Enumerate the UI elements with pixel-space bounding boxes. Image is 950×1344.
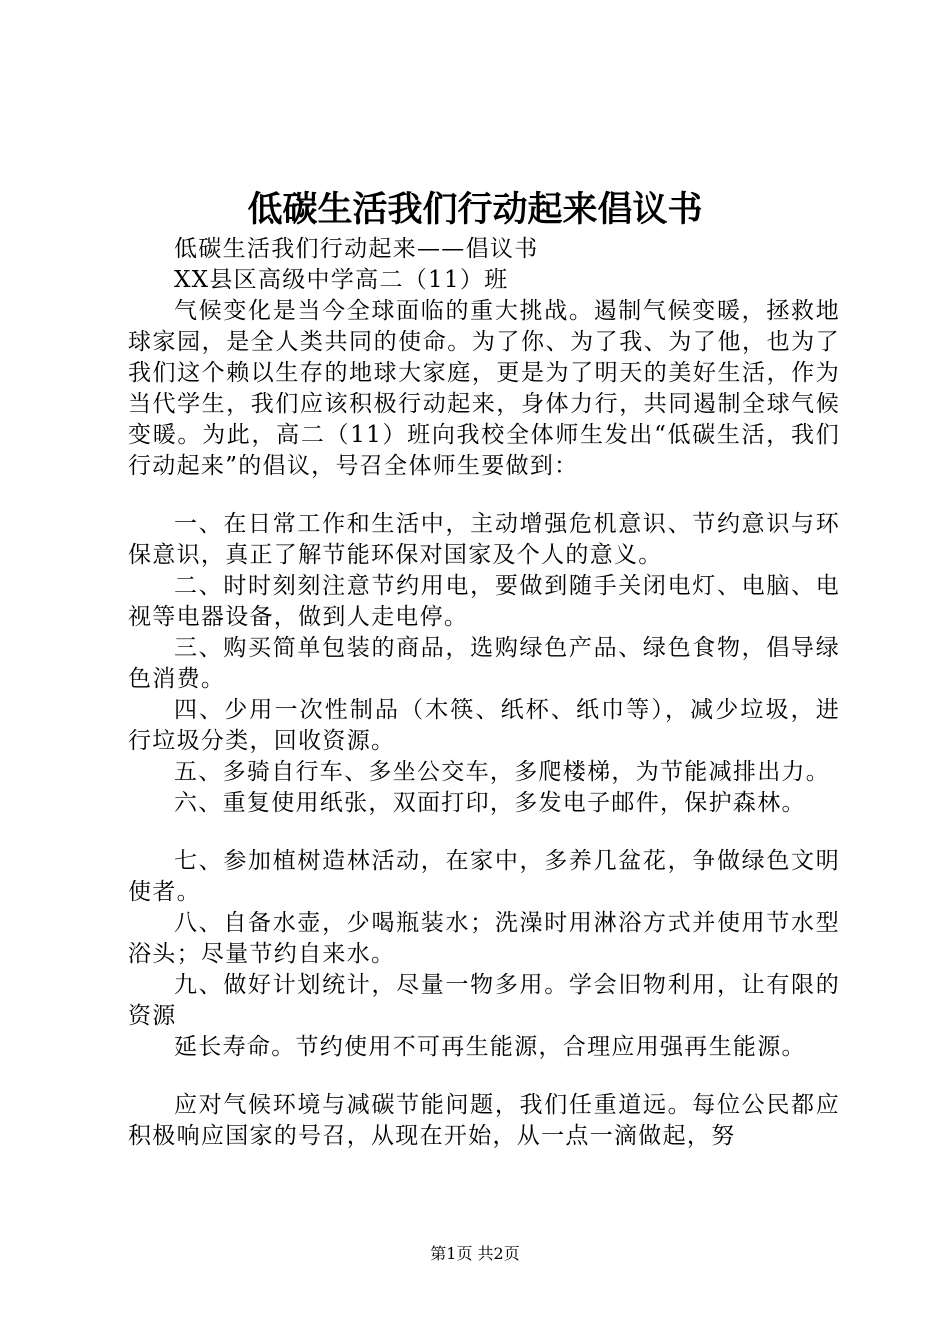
- proposal-item-5: 五、多骑自行车、多坐公交车，多爬楼梯，为节能减排出力。: [174, 759, 831, 785]
- proposal-item-4: 四、少用一次性制品（木筷、纸杯、纸巾等），减少垃圾，进行垃圾分类，回收资源。: [128, 697, 840, 754]
- proposal-item-9-continued: 延长寿命。节约使用不可再生能源，合理应用强再生能源。: [174, 1034, 806, 1060]
- proposal-item-9: 九、做好计划统计，尽量一物多用。学会旧物利用，让有限的资源: [128, 972, 840, 1029]
- proposal-item-1: 一、在日常工作和生活中，主动增强危机意识、节约意识与环保意识，真正了解节能环保对国家及个人的意义。: [128, 511, 840, 568]
- page-footer: 第1页 共2页: [430, 1244, 520, 1263]
- proposal-item-7: 七、参加植树造林活动，在家中，多养几盆花，争做绿色文明使者。: [128, 848, 840, 905]
- paragraph-gap: [128, 1063, 840, 1090]
- document-body: [128, 234, 840, 1152]
- proposal-item-2: 二、时时刻刻注意节约用电，要做到随手关闭电灯、电脑、电视等电器设备，做到人走电停。: [128, 573, 840, 630]
- proposal-item-8: 八、自备水壶，少喝瓶装水；洗澡时用淋浴方式并使用节水型浴头；尽量节约自来水。: [128, 910, 840, 967]
- subtitle: 低碳生活我们行动起来——倡议书: [174, 236, 539, 262]
- proposal-item-6: 六、重复使用纸张，双面打印，多发电子邮件，保护森林。: [174, 790, 806, 816]
- paragraph-gap: [128, 819, 840, 846]
- intro-paragraph: 气候变化是当今全球面临的重大挑战。遏制气候变暖，拯救地球家园，是全人类共同的使命。为了你、为了我、为了他，也为了我们这个赖以生存的地球大家庭，更是为了明天的美好生活，作为当代学生，我们应该积极行动起来，身体力行，共同遏制全球气候变暖。为此，高二（11）班向我校全体师生发出“低碳生活，我们行动起来”的倡议，号召全体师生要做到：: [128, 298, 840, 479]
- paragraph-gap: [128, 482, 840, 509]
- closing-paragraph: 应对气候环境与减碳节能问题，我们任重道远。每位公民都应积极响应国家的号召，从现在开始，从一点一滴做起，努: [128, 1092, 840, 1149]
- document-title: 低碳生活我们行动起来倡议书: [247, 190, 703, 230]
- proposal-item-3: 三、购买简单包装的商品，选购绿色产品、绿色食物，倡导绿色消费。: [128, 635, 840, 692]
- organization-line: XX县区高级中学高二（11）班: [174, 267, 509, 293]
